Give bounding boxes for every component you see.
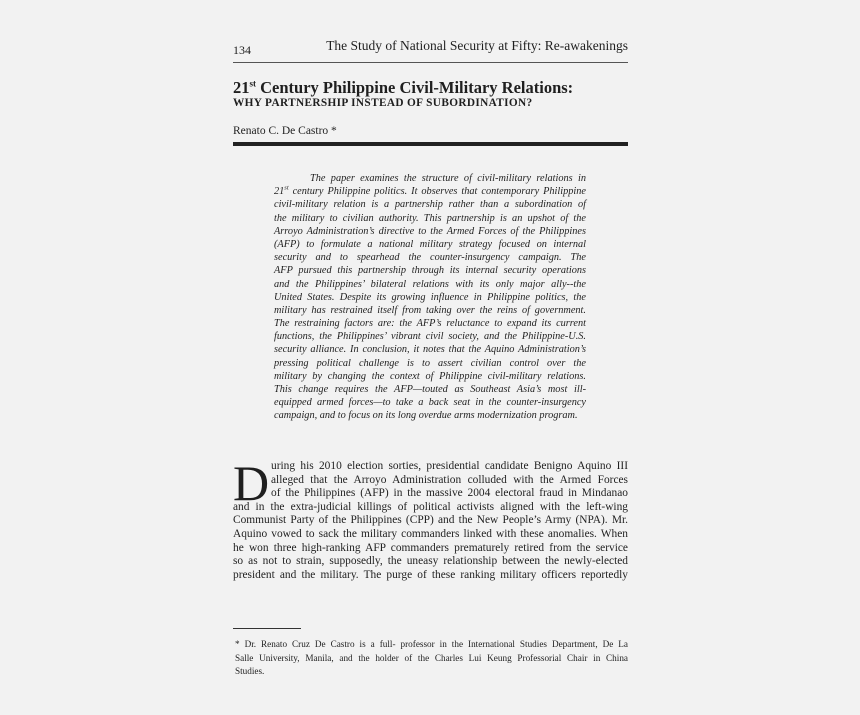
body-line: alleged that the Arroyo Administration colluded with the Armed Forces — [271, 473, 628, 486]
abstract-line: AFP pursued this partnership through its internal security operations — [274, 265, 586, 277]
article-subtitle: WHY PARTNERSHIP INSTEAD OF SUBORDINATION? — [233, 97, 533, 109]
header-divider — [233, 62, 628, 63]
abstract-line: The restraining factors are: the AFP’s reluctance to expand its current — [274, 318, 586, 330]
drop-cap: D — [233, 455, 270, 511]
body-line: Communist Party of the Philippines (CPP) and the New People’s Army (NPA). Mr. — [233, 514, 628, 527]
footnote-line: Studies. — [235, 666, 265, 676]
abstract-line-text: century Philippine politics. It observes that contemporary Philippine — [288, 186, 586, 198]
running-header — [233, 38, 628, 62]
abstract-line — [274, 185, 586, 198]
body-line: he won three high-ranking AFP commanders prematurely retired from the service — [233, 541, 628, 554]
abstract-line: military has restrained itself from taking over the reins of government. — [274, 304, 586, 316]
abstract — [274, 172, 586, 423]
abstract-line: the military to civilian authority. This partnership is an upshot of the — [274, 212, 586, 224]
abstract-line: pressing political challenge is to assert civilian control over the — [274, 357, 586, 369]
abstract-line: equipped armed forces—to take a back seat in the counter-insurgency — [274, 397, 586, 409]
body-line: uring his 2010 election sorties, presidential candidate Benigno Aquino III — [271, 460, 628, 472]
abstract-line: security and to spearhead the counter-insurgency campaign. The — [274, 252, 586, 264]
body-line: of the Philippines (AFP) in the massive 2004 electoral fraud in Mindanao — [271, 487, 628, 500]
footnote — [235, 638, 628, 679]
footnote-line: Salle University, Manila, and the holder of the Charles Lui Keung Professorial Chair in China — [235, 652, 628, 663]
title-text: Century Philippine Civil-Military Relations: — [256, 78, 574, 97]
abstract-century-number: 21 — [274, 186, 285, 198]
abstract-line: (AFP) to formulate a national military strategy focused on internal — [274, 238, 586, 250]
body-line: Aquino vowed to sack the military commanders linked with these anomalies. When — [233, 527, 628, 540]
abstract-line: Arroyo Administration’s directive to the Armed Forces of the Philippines — [274, 225, 586, 237]
author-line: Renato C. De Castro * — [233, 125, 337, 137]
abstract-line: This change requires the AFP—touted as Southeast Asia’s most ill- — [274, 384, 586, 395]
footnote-line: * Dr. Renato Cruz De Castro is a full- professor in the International Studies Department, De La — [235, 639, 628, 649]
abstract-line: security alliance. In conclusion, it notes that the Aquino Administration’s — [274, 344, 586, 356]
title-divider — [233, 142, 628, 146]
abstract-line: United States. Despite its growing influence in Philippine politics, the — [274, 291, 586, 303]
abstract-line: military by changing the context of Philippine civil-military relations. — [274, 370, 586, 382]
abstract-line: functions, the Philippines’ vibrant civil society, and the Philippine-U.S. — [274, 331, 586, 343]
abstract-line: civil-military relation is a partnership rather than a subordination of — [274, 199, 586, 211]
abstract-line: The paper examines the structure of civil-military relations in — [310, 173, 586, 184]
body-text — [233, 455, 628, 582]
title-superscript: st — [249, 78, 256, 89]
abstract-line: and the Philippines’ bilateral relations with its only major ally--the — [274, 278, 586, 290]
running-title: The Study of National Security at Fifty: Re-awakenings — [326, 38, 628, 53]
article-title — [233, 78, 633, 98]
abstract-superscript: st — [284, 184, 289, 192]
title-number: 21 — [233, 78, 250, 97]
body-line: and in the extra-judicial killings of political activists aligned with the left-wing — [233, 500, 628, 513]
abstract-line: campaign, and to focus on its long overdue arms modernization program. — [274, 410, 578, 422]
page-number: 134 — [233, 43, 251, 57]
footnote-divider — [233, 628, 301, 629]
body-line: president and the military. The purge of these ranking military officers reportedly — [233, 568, 628, 581]
body-line: so as not to strain, supposedly, the uneasy relationship between the newly-elected — [233, 555, 628, 568]
